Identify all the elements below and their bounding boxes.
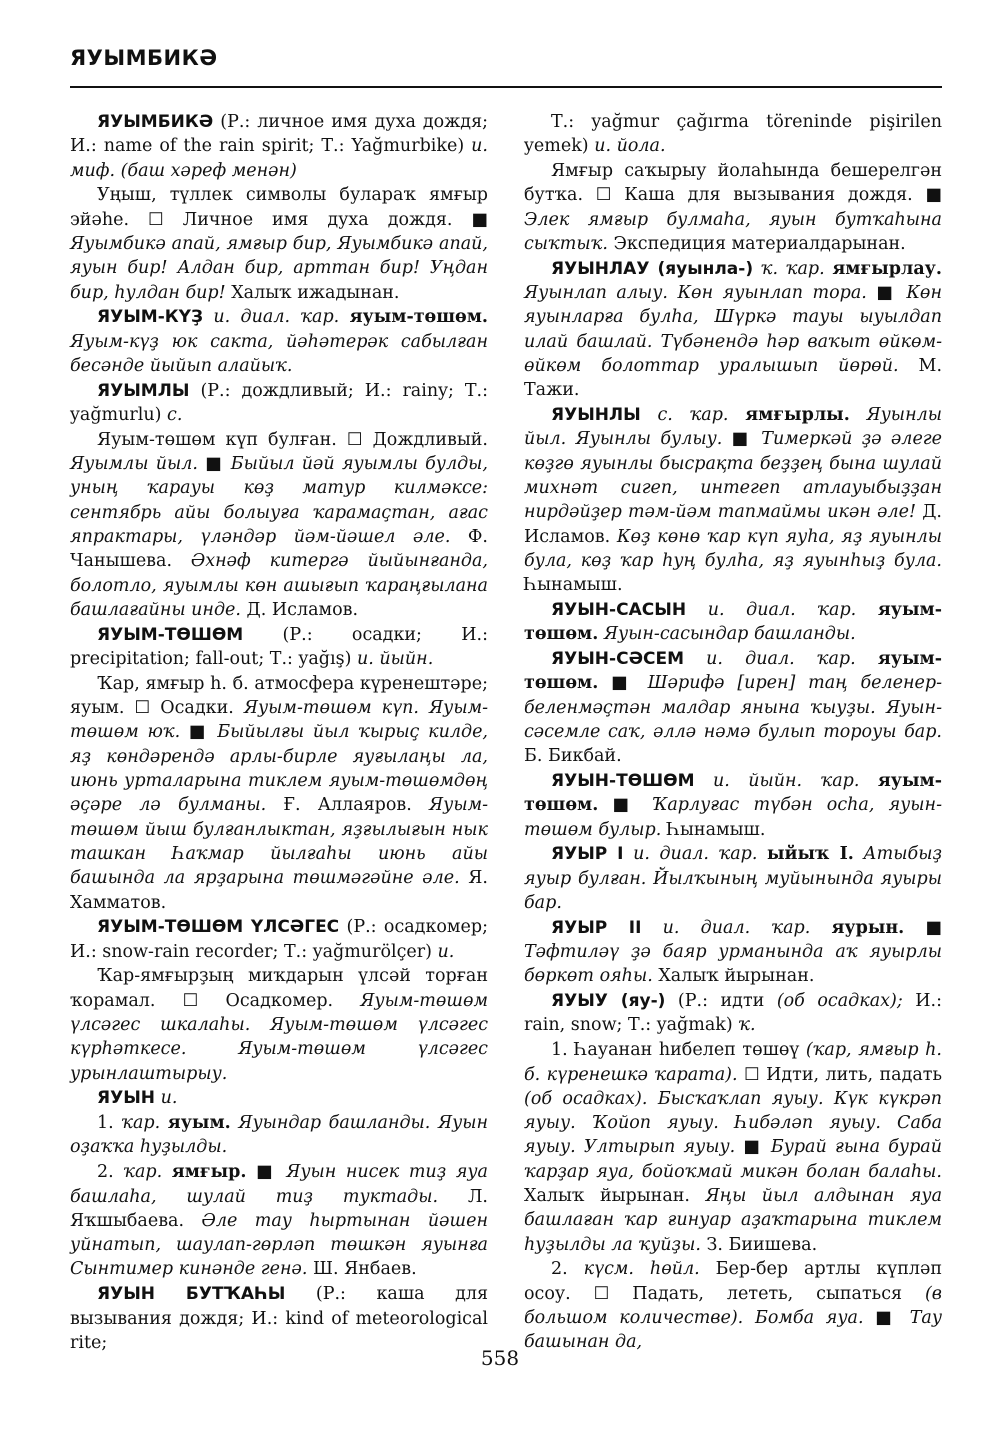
- entry-text: (Р.: идти: [665, 991, 777, 1012]
- grammar-label: (в большом количестве).: [524, 1283, 942, 1329]
- dictionary-entry: [524, 1257, 942, 1354]
- dictionary-entry: [70, 305, 488, 378]
- entry-headword: ЯУЫН-САСЫН: [551, 599, 687, 620]
- entry-text: (Р.: каша для вызывания дождя; И.: kind of meteorological rite;: [70, 1284, 488, 1353]
- entry-headword: ЯУЫНЛЫ: [551, 405, 641, 426]
- entry-text: 2.: [97, 1162, 124, 1183]
- dictionary-entry: [70, 110, 488, 183]
- grammar-label: (об осадках);: [776, 991, 903, 1012]
- example-source: Халыҡ ижадынан.: [225, 282, 400, 303]
- entry-headword: ЯУЫМ-ТӨШӨМ ҮЛСӘГЕС: [97, 917, 340, 938]
- dictionary-entry: [524, 989, 942, 1038]
- dictionary-entry: [70, 964, 488, 1085]
- dictionary-entry: [70, 1282, 488, 1355]
- example-source: Халыҡ йырынан.: [524, 1186, 706, 1207]
- example-source: Я. Хамматов.: [70, 868, 488, 913]
- grammar-label: и. йыйн.: [356, 649, 434, 670]
- example-text: Көҙ көнө ҡар күп яуһа, яҙ яуынлы була, көҙ ҡар һуң булһа, яҙ яуынһыҙ була.: [524, 526, 942, 571]
- example-text: ■ Яуын нисек тиҙ яуа башлаһа, шулай тиҙ туктады.: [70, 1162, 488, 1207]
- example-text: ■ Тәфтиләү ҙә баяр урманында аҡ яуырлы бөркөт ояһы.: [524, 917, 942, 987]
- example-text: Яуым-күҙ юк сакта, йәһәтерәк сабылған бесәнде йыйып алайыҡ.: [70, 331, 488, 376]
- entry-headword: ЯУЫУ (яу-): [551, 991, 666, 1012]
- example-text: Әле тау һыртынан йәшен уйнатып, шаулап-гөрләп төшкән яуынға Сынтимер кинәнде генә.: [70, 1210, 488, 1280]
- example-text: Яуым-төшөм күп. Яуым-төшөм юҡ. ■ Быйылғы йыл ҡырыҫ килде, яҙ көндәрендә арлы-бирле яуғылаңы ла, июнь урталарына тиклем яуым-төшөмдөң әҫәре лә булманы.: [70, 698, 488, 816]
- dictionary-entry: [524, 647, 942, 768]
- grammar-label: и. миф. (баш хәреф менән): [70, 136, 488, 181]
- grammar-label: и. йыйн. ҡар.: [694, 771, 878, 792]
- example-text: Яуым-төшөм үлсәгес шкалаһы. Яуым-төшөм үлсәгес күрһәткесе. Яуым-төшөм үлсәгес урынлаштырыу.: [70, 990, 488, 1084]
- example-text: Элек ямғыр булмаһа, яуын бутҡаһына сыҡтыҡ.: [524, 209, 942, 254]
- entry-text: Ҡар-ямғырҙың миҡдарын үлсәй торған ҡорамал. ☐ Осадкомер.: [70, 966, 488, 1011]
- dictionary-entry: [70, 428, 488, 622]
- entry-headword: ЯУЫР II: [551, 917, 642, 938]
- grammar-label: с.: [167, 405, 183, 426]
- example-text: Атыбыҙ яуыр булған. Йылҡының муйынында яуыры бар.: [524, 844, 943, 913]
- page-number: 558: [480, 1346, 520, 1370]
- cross-reference: яуым-төшөм.: [524, 599, 942, 645]
- example-source: Ғ. Аллаяров.: [266, 795, 430, 816]
- grammar-label: ҡар.: [123, 1162, 172, 1183]
- entry-headword: ЯУЫНЛАУ (яуынла-): [551, 258, 754, 279]
- grammar-label: и. диал. ҡар.: [623, 844, 767, 865]
- entry-text: (Р.: дождливый; И.: rainy; Т.: yağmurlu): [70, 380, 488, 426]
- entry-headword: ЯУЫН-ТӨШӨМ: [551, 771, 695, 792]
- example-source: Л. Яҡшыбаева.: [70, 1186, 488, 1231]
- example-source: Д. Исламов.: [240, 599, 359, 620]
- entry-headword: ЯУЫН: [97, 1088, 156, 1109]
- entry-text: 1.: [97, 1113, 122, 1134]
- entry-text: Уңыш, түллек символы булараҡ ямғыр эйәһе. ☐ Личное имя духа дождя. ■: [70, 185, 488, 230]
- entry-text: 1. Һауанан һибелеп төшөү: [551, 1040, 806, 1061]
- grammar-label: күсм. һөйл.: [583, 1259, 700, 1280]
- example-text: Яуым-төшөм йыш булғанлыктан, яҙғылығын нык ташкан Һаҡмар йылғаһы июнь айы башында ла ярҙарына төшмәгәйне әле.: [70, 795, 488, 889]
- grammar-label: и. диал. ҡар.: [641, 917, 832, 938]
- example-text: Яуын-сасындар башланды.: [598, 624, 856, 645]
- example-text: Яуындар башланды. Яуын оҙаҡҡа һуҙылды.: [70, 1113, 489, 1158]
- grammar-label: ҡ. ҡар.: [753, 258, 833, 279]
- dictionary-entry: [524, 159, 942, 256]
- grammar-label: (ҡар, ямғыр һ. б. күренешкә ҡарата).: [524, 1040, 942, 1085]
- dictionary-entry: [524, 257, 942, 403]
- grammar-label: и.: [437, 941, 455, 962]
- cross-reference: яуым.: [167, 1113, 231, 1134]
- dictionary-entry: [524, 403, 942, 597]
- example-text: Яуымлы йыл. ■ Быйыл йәй яуымлы булды, уның ҡарауы көҙ матур килмәксе: сентябрь айы болыуға ҡарамаҫтан, ағас япрактары, үләндәр йәм-йәшел әле.: [70, 454, 488, 548]
- example-source: Ф. Чанышева.: [70, 527, 488, 572]
- dictionary-entry: [70, 623, 488, 672]
- entry-text: (Р.: личное имя духа дождя; И.: name of the rain spirit; Т.: Yağmurbike): [70, 112, 488, 157]
- grammar-label: и.: [155, 1088, 178, 1109]
- grammar-label: и. йола.: [594, 136, 666, 157]
- entry-headword: ЯУЫН БУТҠАҺЫ: [97, 1284, 286, 1305]
- cross-reference: яуым-төшөм.: [349, 307, 488, 328]
- dictionary-entry: [524, 769, 942, 842]
- grammar-label: и. диал. ҡар.: [203, 307, 350, 328]
- example-text: Яңы йыл алдынан яуа башлаған ҡар ғинуар аҙаҡтарына тиклем һуҙылды ла ҡуйҙы.: [524, 1186, 942, 1255]
- entry-headword: ЯУЫМ-КҮҘ: [97, 307, 204, 328]
- dictionary-entry: [524, 598, 942, 647]
- example-source: З. Биишева.: [700, 1234, 818, 1255]
- dictionary-entry: [70, 915, 488, 964]
- header-rule: [70, 86, 942, 88]
- cross-reference: ямғырлау.: [832, 258, 942, 279]
- dictionary-entry: [524, 1038, 942, 1257]
- dictionary-entry: [524, 916, 942, 989]
- dictionary-entry: [70, 1111, 488, 1160]
- dictionary-entry: [524, 842, 942, 915]
- entry-headword: ЯУЫМБИКӘ: [97, 112, 214, 132]
- example-text: ■ Ҡарлуғас түбән осһа, яуын-төшөм булыр.: [524, 795, 942, 840]
- entry-text: (Р.: осадкомер; И.: snow-rain recorder; Т.: yağmurölçer): [70, 917, 488, 962]
- entry-headword: ЯУЫМ-ТӨШӨМ: [97, 624, 244, 645]
- cross-reference: яуым-төшөм.: [524, 649, 942, 694]
- cross-reference: ыйыҡ I.: [766, 844, 854, 865]
- example-text: Яуынлап алыу. Көн яуынлап тора. ■ Көн яуынларға булһа, Шүркә тауы ыуылдап илай башлай. Түбәнендә һәр ваҡыт өйкөм-өйкөм болоттар уралышып йөрөй.: [524, 283, 942, 376]
- cross-reference: яуым-төшөм.: [524, 771, 942, 816]
- entry-text: 2.: [551, 1259, 584, 1280]
- grammar-label: ҡар.: [121, 1113, 168, 1134]
- example-source: Экспедиция материалдарынан.: [607, 233, 906, 254]
- right-column: [524, 110, 942, 1355]
- running-title: ЯУЫМБИКӘ: [70, 46, 218, 70]
- left-column: [70, 110, 488, 1356]
- example-source: Һынамыш.: [661, 819, 766, 840]
- cross-reference: ямғыр.: [171, 1162, 247, 1183]
- example-text: Бомба яуа. ■ Тау башынан да,: [524, 1308, 943, 1353]
- grammar-label: (об осадках).: [524, 1088, 648, 1109]
- grammar-label: и. диал. ҡар.: [686, 599, 878, 620]
- grammar-label: с. ҡар.: [640, 405, 746, 426]
- example-source: Б. Бикбай.: [524, 746, 622, 767]
- entry-text: Ямғыр саҡырыу йолаһында бешерелгән бутҡа. ☐ Каша для вызывания дождя. ■: [524, 161, 942, 206]
- example-text: Яуымбикә апай, ямғыр бир, Яуымбикә апай, яуын бир! Алдан бир, арттан бир! Уңдан бир, һулдан бир!: [70, 233, 488, 303]
- entry-headword: ЯУЫМЛЫ: [97, 380, 190, 401]
- example-text: Әхнәф китергә йыйынғанда, болотло, яуымлы көн ашығып ҡараңғылана башлағайны инде.: [70, 551, 488, 620]
- example-source: Ш. Янбаев.: [307, 1259, 417, 1280]
- dictionary-entry: [70, 672, 488, 915]
- entry-headword: ЯУЫН-СӘСЕМ: [551, 649, 685, 670]
- running-header: [70, 46, 942, 70]
- entry-text: И.: rain, snow; Т.: yağmak): [524, 991, 942, 1036]
- example-source: Һынамыш.: [524, 575, 623, 596]
- dictionary-entry: [524, 110, 942, 159]
- entry-text: Т.: yağmur çağırma töreninde pişirilen yemek): [524, 112, 942, 157]
- entry-text: ☐ Идти, лить, падать: [737, 1064, 942, 1085]
- example-text: Бысҡаҡлап яуыу. Күк күкрәп яуыу. Ҡойоп яуыу. Һибәләп яуыу. Саба яуыу. Ултырып яуыу. ■ Бурай ғына бурай ҡарҙар яуа, бойоҡмай микән болан балаһы.: [524, 1088, 942, 1182]
- entry-text: Яуым-төшөм күп булған. ☐ Дождливый.: [97, 429, 488, 450]
- example-source: Халыҡ йырынан.: [652, 966, 815, 987]
- grammar-label: и. диал. ҡар.: [684, 649, 878, 670]
- entry-text: Бер-бер артлы күпләп осоу. ☐ Падать, лететь, сыпаться: [524, 1259, 942, 1304]
- entry-text: (Р.: осадки; И.: precipitation; fall-out; Т.: yağış): [70, 624, 488, 670]
- grammar-label: ҡ.: [738, 1015, 756, 1036]
- example-source: М. Тажи.: [524, 355, 943, 401]
- entry-headword: ЯУЫР I: [551, 844, 624, 865]
- example-source: Д. Исламов.: [524, 502, 942, 547]
- cross-reference: яурын.: [831, 917, 905, 938]
- dictionary-entry: [70, 379, 488, 428]
- example-text: Яуынлы йыл. Яуынлы булыу. ■ Тимеркәй ҙә әлеге көҙгө яуынлы бысрақта беҙҙең бына шулай михнәт сигеп, интегеп атлауыбыҙҙан нирдәйҙер тәм-йәм тапмаймы икән әле!: [524, 405, 942, 523]
- entry-text: Ҡар, ямғыр һ. б. атмосфера күренештәре; яуым. ☐ Осадки.: [70, 673, 488, 719]
- dictionary-entry: [70, 1160, 488, 1281]
- example-text: ■ Шәрифә [ирен] таң беленер-беленмәҫтән малдар янына ҡыуҙы. Яуын-сәсемле саҡ, әллә нәмә булып тороуы бар.: [524, 673, 942, 742]
- cross-reference: ямғырлы.: [745, 405, 850, 426]
- dictionary-entry: [70, 1086, 488, 1110]
- dictionary-entry: [70, 183, 488, 304]
